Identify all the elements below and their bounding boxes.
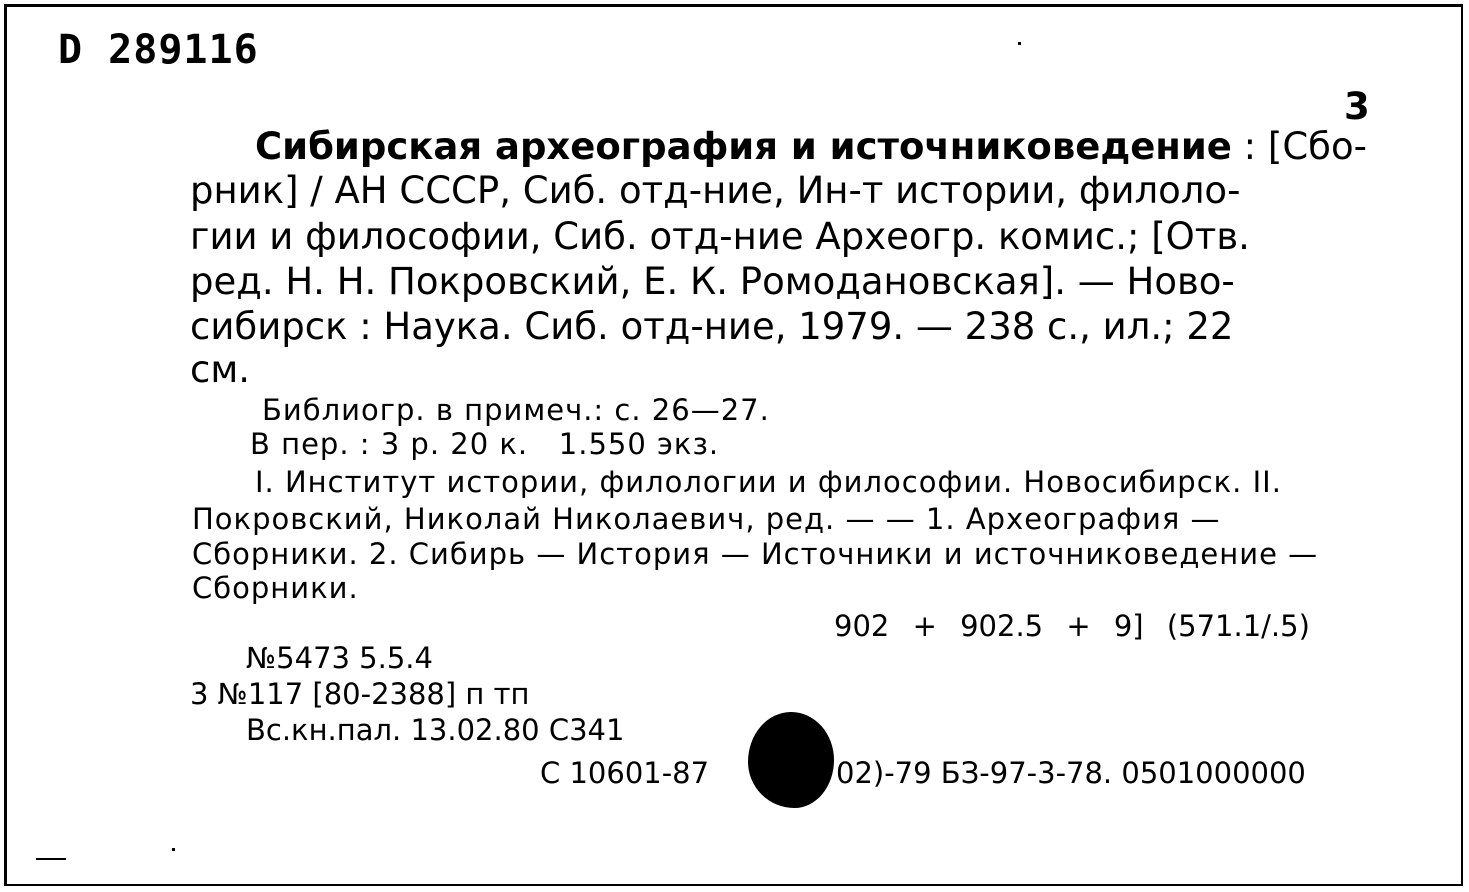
description-line: : [Сбо- bbox=[1243, 125, 1367, 168]
subject-line: I. Институт истории, филологии и философии. Новосибирск. II. bbox=[255, 465, 1282, 499]
description-line: сибирск : Наука. Сиб. отд-ние, 1979. — 238 с., ил.; 22 bbox=[190, 305, 1234, 348]
code-right: 02)-79 БЗ-97-3-78. 0501000000 bbox=[836, 756, 1306, 790]
subject-line: Сборники. bbox=[192, 571, 359, 605]
dust-speck bbox=[36, 858, 66, 860]
price-note: В пер. : 3 р. 20 к. 1.550 экз. bbox=[250, 427, 720, 461]
dust-speck bbox=[1018, 42, 1021, 45]
description-line: рник] / АН СССР, Сиб. отд-ние, Ин-т истории, филоло- bbox=[190, 169, 1241, 212]
dust-speck bbox=[172, 848, 175, 851]
subject-line: Покровский, Николай Николаевич, ред. — — 1. Археография — bbox=[192, 502, 1221, 536]
bibliography-note: Библиогр. в примеч.: с. 26—27. bbox=[262, 393, 770, 427]
code-left: С 10601-87 bbox=[540, 756, 710, 790]
catalog-digit: 3 bbox=[1344, 85, 1370, 128]
book-chamber-line: Вс.кн.пал. 13.02.80 С341 bbox=[246, 713, 625, 747]
book-title: Сибирская археография и источниковедение bbox=[255, 125, 1232, 168]
subject-line: Сборники. 2. Сибирь — История — Источники и источниковедение — bbox=[192, 537, 1319, 571]
description-line: см. bbox=[190, 348, 251, 391]
classification-index: 902 + 902.5 + 9] (571.1/.5) bbox=[834, 609, 1310, 643]
order-line: 3 №117 [80-2388] п тп bbox=[190, 677, 530, 711]
punch-hole bbox=[748, 712, 834, 808]
description-line: гии и философии, Сиб. отд-ние Археогр. комис.; [Отв. bbox=[190, 215, 1250, 258]
inventory-number: D 289116 bbox=[58, 27, 259, 73]
description-line: ред. Н. Н. Покровский, Е. К. Ромодановская]. — Ново- bbox=[190, 260, 1235, 303]
record-number: №5473 5.5.4 bbox=[246, 641, 433, 675]
